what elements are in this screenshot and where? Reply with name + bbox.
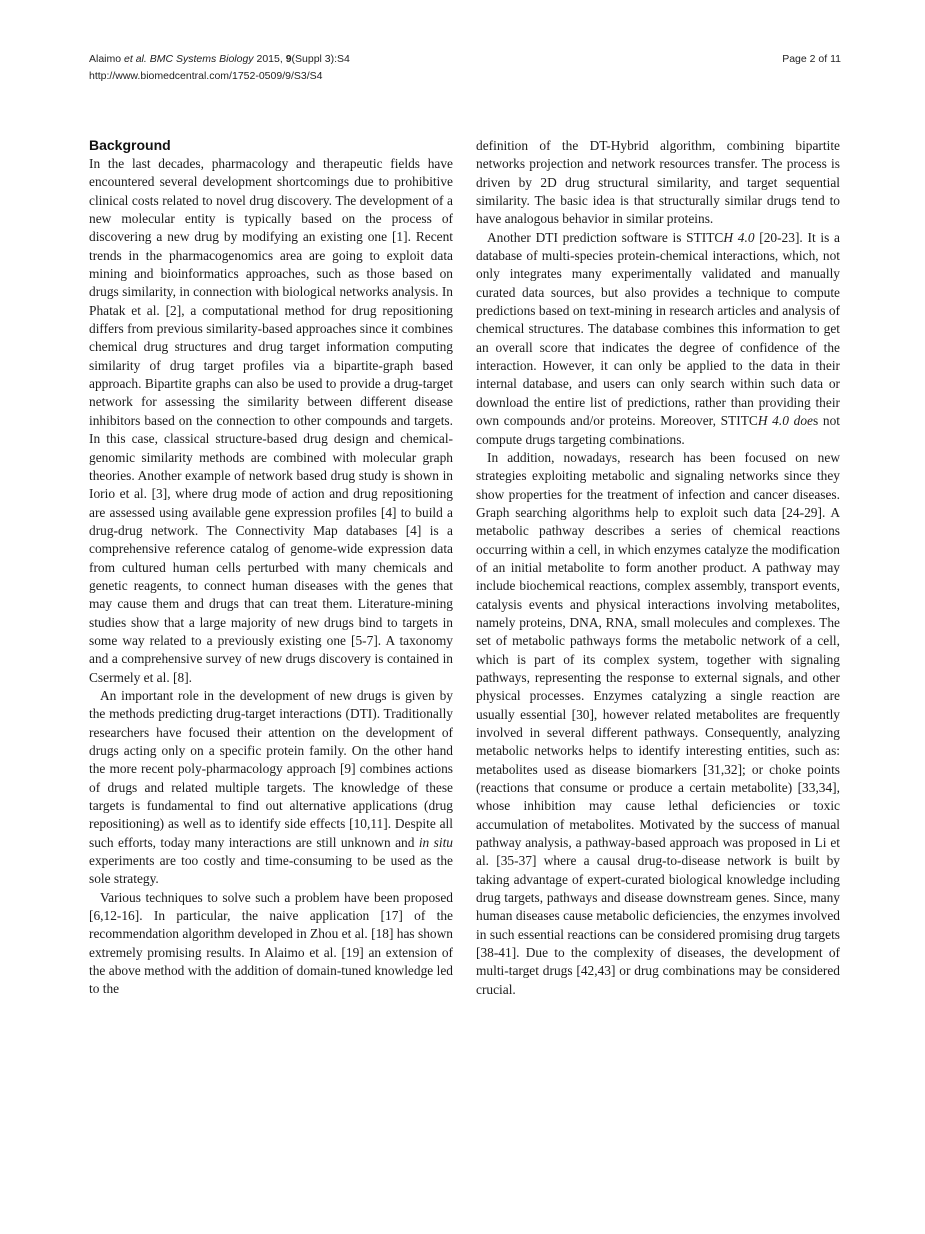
paragraph-text: s not compute drugs targeting combinations.: [476, 413, 840, 447]
citation-volume: 9: [285, 53, 292, 65]
left-column: [89, 136, 453, 999]
paragraph-text: An important role in the development of new drugs is given by the methods predicting drug-target interactions (DTI). Traditionally researchers have focused their attention on the development of drugs acting only on a specific protein family. On the other hand the more recent poly-pharmacology approach [9] combines actions of drugs and related multiple targets. The knowledge of these targets is fundamental to find out alternative applications (drug repositioning) as well as to identify side effects [10,11]. Despite all such efforts, today many interactions are still unknown and: [89, 687, 453, 850]
italic-term: in situ: [418, 834, 453, 850]
paragraph: [89, 687, 453, 889]
paragraph: Various techniques to solve such a problem have been proposed [6,12-16]. In particular, the naive application [17] of the recommendation algorithm developed in Zhou et al. [18] has shown extremely promising results. In Alaimo et al. [19] an extension of the above method with the addition of domain-tuned knowledge led to the: [89, 889, 453, 997]
citation-journal: BMC Systems Biology: [146, 53, 254, 65]
paragraph: In the last decades, pharmacology and therapeutic fields have encountered several development shortcomings due to prohibitive clinical costs related to novel drug discovery. The development of a new molecular entity is typically based on the process of discovering a new drug by modifying an existing one [1]. Recent trends in the pharmacogenomics area are going to exploit data mining and bioinformatics approaches, such as those based on drugs similarity, in connection with biological networks analysis. In Phatak et al. [2], a computational method for drug repositioning differs from previous similarity-based approaches since it combines chemical drug structures and drug target information computing similarity of drug target profiles via a bipartite-graph based approach. Bipartite graphs can also be used to provide a drug-target network for assessing the similarity between different disease inhibitors based on the connection to other compounds and targets. In this case, classical structure-based drug design and chemical-genomic similarity methods are combined with molecular graph theories. Another example of network based drug study is shown in Iorio et al. [3], where drug mode of action and drug repositioning are assessed using available gene expression profiles [4] to build a drug-drug network. The Connectivity Map databases [4] is a comprehensive reference catalog of genome-wide expression data from cultured human cells perturbed with many chemicals and genetic reagents, to connect human diseases with the genes that may cause them and drugs that can treat them. Literature-mining studies show that a large majority of new drugs bind to targets in some way related to a previously existing one [5-7]. A taxonomy and a comprehensive survey of new drugs discovery is contained in Csermely et al. [8].: [89, 156, 453, 685]
paragraph: definition of the DT-Hybrid algorithm, combining bipartite networks projection and network resources transfer. The process is driven by 2D drug structural similarity, and target sequential similarity. The basic idea is that structurally similar drugs tend to have analogous behavior in similar proteins.: [476, 138, 840, 227]
journal-citation: [89, 51, 350, 68]
citation-issue: (Suppl 3):S4: [291, 53, 350, 65]
citation-authors: Alaimo: [89, 53, 125, 65]
citation-etal: et al.: [124, 53, 147, 65]
article-url[interactable]: http://www.biomedcentral.com/1752-0509/9/S3/S4: [89, 70, 323, 82]
paragraph-text: Another DTI prediction software is STITC: [487, 229, 724, 245]
citation-year: 2015,: [253, 53, 286, 65]
italic-term: H 4.0: [723, 229, 755, 245]
citation-block: [89, 51, 350, 85]
paragraph-text: experiments are too costly and time-consuming to be used as the sole strategy.: [89, 853, 453, 887]
paragraph: In addition, nowadays, research has been focused on new strategies exploiting metabolic and signaling networks since they show properties for the treatment of infection and cancer diseases. Graph searching algorithms help to exploit such data [24-29]. A metabolic pathway describes a series of chemical reactions occurring within a cell, in which enzymes catalyze the modification of an initial metabolite to form another product. A pathway may include biochemical reactions, complex assembly, transport events, catalysis events and physical interactions involving metabolites, namely proteins, DNA, RNA, small molecules and complexes. The set of metabolic pathways forms the metabolic network of a cell, which is part of its complex system, together with signaling pathways, representing the response to external signals, and other physical processes. Enzymes catalyzing a single reaction are usually essential [30], however related metabolites are frequently involved in several different pathways. Consequently, analyzing metabolic networks helps to identify interesting entities, such as: metabolites used as disease biomarkers [31,32]; or choke points (reactions that consume or produce a certain metabolite) [33,34], whose inhibition may cause lethal deficiencies or toxic accumulation of metabolites. Motivated by the success of manual pathway analysis, a pathway-based approach was proposed in Li et al. [35-37] where a causal drug-to-disease network is built by taking advantage of expert-curated biological knowledge including drug targets, pathways and disease downstream genes. Since, many human diseases cause metabolic deficiencies, the enzymes involved in such essential reactions can be considered promising drug targets [38-41]. Due to the complexity of diseases, the development of multi-target drugs [42,43] or drug combinations may be considered crucial.: [476, 449, 840, 997]
section-heading: Background: [89, 137, 171, 153]
paragraph: [476, 229, 840, 449]
right-column: [476, 137, 840, 999]
page-number: Page 2 of 11: [782, 53, 841, 65]
paragraph-text: [20-23]. It is a database of multi-species protein-chemical interactions, which, not only integrates many experimentally validated and manually curated data sources, but also provides a technique to compute predictions based on text-mining in research articles and analysis of chemical structures. The database combines this information to get an overall score that indicates the degree of confidence of the interaction. However, it can only be applied to the data in their internal database, and users can only search within such data or download the entire list of predictions, rather than providing their own compounds and/or proteins. Moreover, STITC: [476, 229, 840, 429]
italic-term: H 4.0 doe: [757, 413, 813, 429]
